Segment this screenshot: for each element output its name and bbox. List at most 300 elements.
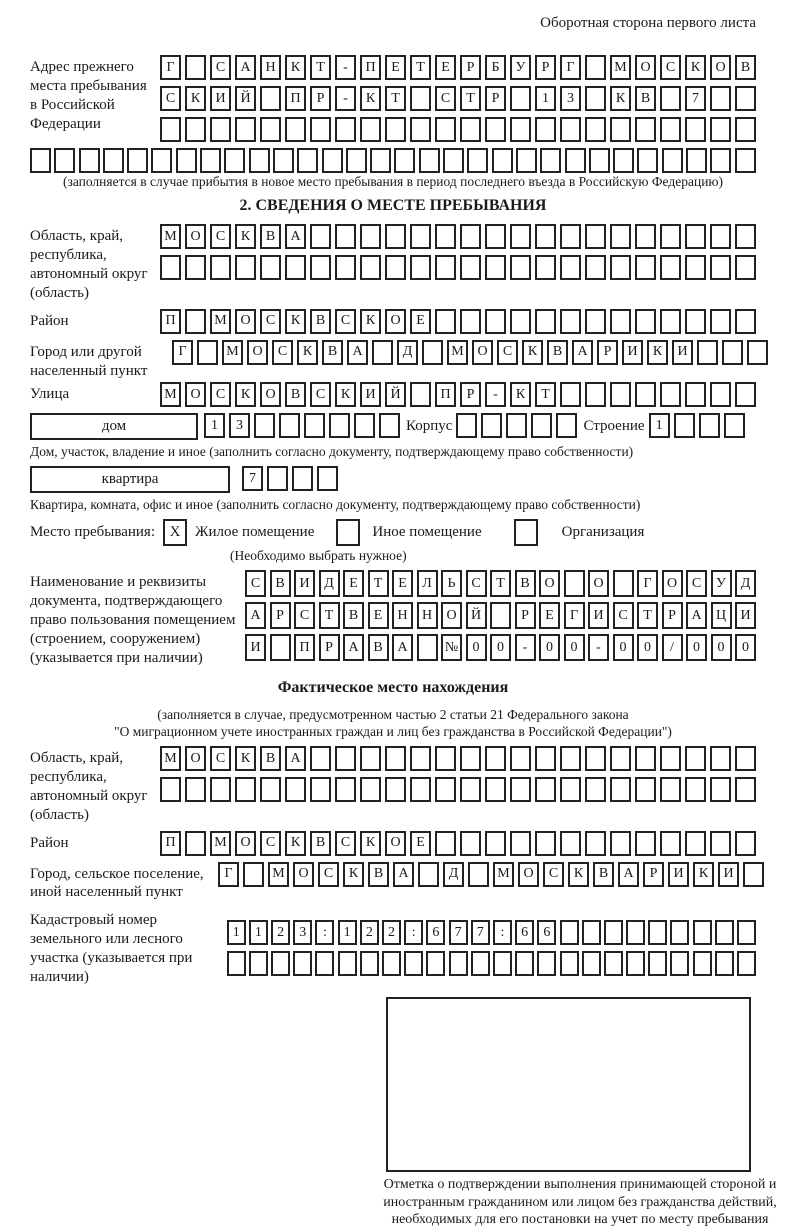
char-cell[interactable] bbox=[560, 746, 581, 771]
char-cell[interactable] bbox=[660, 746, 681, 771]
char-cell[interactable] bbox=[735, 309, 756, 334]
char-cell[interactable] bbox=[260, 255, 281, 280]
char-cell[interactable]: Й bbox=[466, 602, 487, 629]
char-cell[interactable] bbox=[322, 148, 343, 173]
checkbox-organizatsiya[interactable] bbox=[514, 519, 538, 546]
char-cell[interactable]: В bbox=[270, 570, 291, 597]
char-cell[interactable]: О bbox=[588, 570, 609, 597]
char-cell[interactable]: Д bbox=[319, 570, 340, 597]
char-cell[interactable]: Д bbox=[443, 862, 464, 887]
char-cell[interactable] bbox=[460, 746, 481, 771]
char-cell[interactable] bbox=[30, 148, 51, 173]
char-cell[interactable]: Й bbox=[385, 382, 406, 407]
char-cell[interactable] bbox=[715, 951, 734, 976]
char-cell[interactable]: О bbox=[518, 862, 539, 887]
char-cell[interactable] bbox=[747, 340, 768, 365]
char-cell[interactable] bbox=[635, 255, 656, 280]
char-cell[interactable] bbox=[382, 951, 401, 976]
char-cell[interactable] bbox=[197, 340, 218, 365]
char-cell[interactable]: С bbox=[335, 309, 356, 334]
char-cell[interactable] bbox=[648, 951, 667, 976]
char-cell[interactable] bbox=[613, 570, 634, 597]
char-cell[interactable] bbox=[560, 309, 581, 334]
char-cell[interactable]: - bbox=[335, 86, 356, 111]
char-cell[interactable]: О bbox=[539, 570, 560, 597]
char-cell[interactable]: С bbox=[497, 340, 518, 365]
korpus-cells[interactable] bbox=[456, 413, 577, 438]
char-cell[interactable] bbox=[535, 224, 556, 249]
char-cell[interactable]: С bbox=[318, 862, 339, 887]
char-cell[interactable] bbox=[722, 340, 743, 365]
char-cell[interactable] bbox=[160, 777, 181, 802]
char-cell[interactable]: А bbox=[686, 602, 707, 629]
char-cell[interactable] bbox=[735, 86, 756, 111]
char-cell[interactable]: 1 bbox=[249, 920, 268, 945]
char-cell[interactable]: 7 bbox=[685, 86, 706, 111]
char-cell[interactable]: К bbox=[522, 340, 543, 365]
char-cell[interactable]: В bbox=[515, 570, 536, 597]
char-cell[interactable] bbox=[660, 255, 681, 280]
char-cell[interactable]: К bbox=[285, 309, 306, 334]
char-cell[interactable] bbox=[435, 224, 456, 249]
char-cell[interactable] bbox=[560, 951, 579, 976]
char-cell[interactable] bbox=[735, 382, 756, 407]
char-cell[interactable]: Р bbox=[319, 634, 340, 661]
char-cell[interactable]: А bbox=[572, 340, 593, 365]
char-cell[interactable] bbox=[460, 117, 481, 142]
char-cell[interactable]: П bbox=[285, 86, 306, 111]
char-cell[interactable] bbox=[372, 340, 393, 365]
char-cell[interactable] bbox=[435, 746, 456, 771]
char-cell[interactable]: Т bbox=[490, 570, 511, 597]
region-row-1[interactable] bbox=[160, 224, 756, 249]
char-cell[interactable]: М bbox=[160, 746, 181, 771]
char-cell[interactable] bbox=[560, 117, 581, 142]
char-cell[interactable]: И bbox=[210, 86, 231, 111]
char-cell[interactable] bbox=[260, 777, 281, 802]
char-cell[interactable] bbox=[510, 86, 531, 111]
char-cell[interactable] bbox=[176, 148, 197, 173]
document-row-2[interactable] bbox=[245, 602, 756, 629]
char-cell[interactable]: Ц bbox=[711, 602, 732, 629]
char-cell[interactable]: 2 bbox=[360, 920, 379, 945]
char-cell[interactable] bbox=[360, 255, 381, 280]
char-cell[interactable] bbox=[710, 117, 731, 142]
char-cell[interactable] bbox=[686, 148, 707, 173]
char-cell[interactable] bbox=[710, 777, 731, 802]
char-cell[interactable]: А bbox=[393, 862, 414, 887]
char-cell[interactable] bbox=[493, 951, 512, 976]
char-cell[interactable]: О bbox=[385, 831, 406, 856]
char-cell[interactable]: М bbox=[268, 862, 289, 887]
char-cell[interactable] bbox=[510, 255, 531, 280]
char-cell[interactable] bbox=[685, 117, 706, 142]
char-cell[interactable] bbox=[485, 777, 506, 802]
char-cell[interactable] bbox=[267, 466, 288, 491]
char-cell[interactable] bbox=[410, 255, 431, 280]
char-cell[interactable]: С bbox=[210, 746, 231, 771]
char-cell[interactable]: А bbox=[618, 862, 639, 887]
char-cell[interactable]: К bbox=[360, 831, 381, 856]
char-cell[interactable]: И bbox=[718, 862, 739, 887]
char-cell[interactable] bbox=[460, 309, 481, 334]
char-cell[interactable]: О bbox=[185, 382, 206, 407]
char-cell[interactable]: В bbox=[635, 86, 656, 111]
char-cell[interactable] bbox=[249, 951, 268, 976]
char-cell[interactable]: 3 bbox=[229, 413, 250, 438]
char-cell[interactable] bbox=[310, 746, 331, 771]
char-cell[interactable]: И bbox=[672, 340, 693, 365]
char-cell[interactable] bbox=[185, 255, 206, 280]
char-cell[interactable] bbox=[292, 466, 313, 491]
char-cell[interactable] bbox=[610, 224, 631, 249]
apartment-cells[interactable] bbox=[242, 466, 338, 491]
char-cell[interactable] bbox=[329, 413, 350, 438]
char-cell[interactable] bbox=[360, 777, 381, 802]
char-cell[interactable] bbox=[185, 117, 206, 142]
char-cell[interactable]: 1 bbox=[649, 413, 670, 438]
char-cell[interactable] bbox=[660, 382, 681, 407]
char-cell[interactable]: К bbox=[693, 862, 714, 887]
char-cell[interactable] bbox=[385, 746, 406, 771]
char-cell[interactable]: 7 bbox=[449, 920, 468, 945]
char-cell[interactable]: 6 bbox=[515, 920, 534, 945]
char-cell[interactable]: 7 bbox=[471, 920, 490, 945]
char-cell[interactable] bbox=[610, 382, 631, 407]
char-cell[interactable] bbox=[510, 746, 531, 771]
char-cell[interactable] bbox=[565, 148, 586, 173]
char-cell[interactable]: 1 bbox=[204, 413, 225, 438]
char-cell[interactable]: О bbox=[293, 862, 314, 887]
char-cell[interactable]: С bbox=[466, 570, 487, 597]
char-cell[interactable] bbox=[670, 920, 689, 945]
char-cell[interactable]: С bbox=[310, 382, 331, 407]
char-cell[interactable]: : bbox=[493, 920, 512, 945]
char-cell[interactable]: М bbox=[493, 862, 514, 887]
char-cell[interactable] bbox=[540, 148, 561, 173]
char-cell[interactable] bbox=[210, 777, 231, 802]
char-cell[interactable] bbox=[610, 831, 631, 856]
char-cell[interactable] bbox=[224, 148, 245, 173]
char-cell[interactable]: Р bbox=[270, 602, 291, 629]
char-cell[interactable] bbox=[635, 309, 656, 334]
char-cell[interactable] bbox=[685, 224, 706, 249]
char-cell[interactable] bbox=[685, 831, 706, 856]
char-cell[interactable]: Г bbox=[560, 55, 581, 80]
char-cell[interactable]: Р bbox=[460, 382, 481, 407]
char-cell[interactable]: 6 bbox=[426, 920, 445, 945]
char-cell[interactable] bbox=[243, 862, 264, 887]
char-cell[interactable] bbox=[662, 148, 683, 173]
cadastral-row-1[interactable] bbox=[227, 920, 756, 945]
char-cell[interactable]: И bbox=[588, 602, 609, 629]
char-cell[interactable]: И bbox=[668, 862, 689, 887]
char-cell[interactable] bbox=[385, 224, 406, 249]
char-cell[interactable]: О bbox=[662, 570, 683, 597]
char-cell[interactable]: О bbox=[235, 831, 256, 856]
char-cell[interactable]: У bbox=[711, 570, 732, 597]
char-cell[interactable] bbox=[379, 413, 400, 438]
char-cell[interactable] bbox=[610, 746, 631, 771]
char-cell[interactable] bbox=[185, 55, 206, 80]
char-cell[interactable]: Н bbox=[392, 602, 413, 629]
char-cell[interactable]: О bbox=[185, 224, 206, 249]
char-cell[interactable] bbox=[537, 951, 556, 976]
char-cell[interactable] bbox=[610, 117, 631, 142]
char-cell[interactable] bbox=[737, 920, 756, 945]
char-cell[interactable] bbox=[560, 255, 581, 280]
char-cell[interactable]: Р bbox=[485, 86, 506, 111]
char-cell[interactable] bbox=[660, 777, 681, 802]
char-cell[interactable]: И bbox=[294, 570, 315, 597]
char-cell[interactable]: 0 bbox=[686, 634, 707, 661]
char-cell[interactable]: К bbox=[335, 382, 356, 407]
char-cell[interactable]: В bbox=[343, 602, 364, 629]
char-cell[interactable] bbox=[435, 309, 456, 334]
char-cell[interactable] bbox=[490, 602, 511, 629]
char-cell[interactable]: - bbox=[485, 382, 506, 407]
char-cell[interactable] bbox=[410, 224, 431, 249]
char-cell[interactable]: Р bbox=[535, 55, 556, 80]
char-cell[interactable] bbox=[674, 413, 695, 438]
char-cell[interactable] bbox=[310, 255, 331, 280]
char-cell[interactable] bbox=[743, 862, 764, 887]
char-cell[interactable] bbox=[435, 255, 456, 280]
char-cell[interactable] bbox=[200, 148, 221, 173]
char-cell[interactable]: С bbox=[272, 340, 293, 365]
char-cell[interactable]: № bbox=[441, 634, 462, 661]
char-cell[interactable]: С bbox=[210, 224, 231, 249]
char-cell[interactable] bbox=[535, 255, 556, 280]
char-cell[interactable] bbox=[635, 382, 656, 407]
char-cell[interactable]: У bbox=[510, 55, 531, 80]
char-cell[interactable] bbox=[626, 920, 645, 945]
char-cell[interactable] bbox=[585, 382, 606, 407]
char-cell[interactable] bbox=[506, 413, 527, 438]
char-cell[interactable] bbox=[737, 951, 756, 976]
char-cell[interactable]: Ь bbox=[441, 570, 462, 597]
char-cell[interactable] bbox=[582, 920, 601, 945]
char-cell[interactable]: К bbox=[235, 224, 256, 249]
checkbox-inoe-pomeshchenie[interactable] bbox=[336, 519, 360, 546]
char-cell[interactable] bbox=[285, 777, 306, 802]
char-cell[interactable]: Д bbox=[735, 570, 756, 597]
char-cell[interactable] bbox=[360, 951, 379, 976]
char-cell[interactable] bbox=[660, 117, 681, 142]
char-cell[interactable] bbox=[685, 309, 706, 334]
actual-district-cells[interactable] bbox=[160, 831, 756, 856]
char-cell[interactable]: О bbox=[385, 309, 406, 334]
char-cell[interactable]: 0 bbox=[613, 634, 634, 661]
char-cell[interactable] bbox=[419, 148, 440, 173]
char-cell[interactable] bbox=[346, 148, 367, 173]
char-cell[interactable] bbox=[127, 148, 148, 173]
char-cell[interactable]: А bbox=[235, 55, 256, 80]
char-cell[interactable]: Д bbox=[397, 340, 418, 365]
char-cell[interactable] bbox=[410, 382, 431, 407]
char-cell[interactable]: Т bbox=[410, 55, 431, 80]
char-cell[interactable] bbox=[635, 831, 656, 856]
char-cell[interactable] bbox=[54, 148, 75, 173]
char-cell[interactable] bbox=[585, 55, 606, 80]
char-cell[interactable] bbox=[510, 831, 531, 856]
char-cell[interactable] bbox=[460, 831, 481, 856]
char-cell[interactable]: 7 bbox=[242, 466, 263, 491]
char-cell[interactable] bbox=[335, 777, 356, 802]
char-cell[interactable]: 1 bbox=[227, 920, 246, 945]
char-cell[interactable]: : bbox=[404, 920, 423, 945]
char-cell[interactable] bbox=[304, 413, 325, 438]
char-cell[interactable]: И bbox=[622, 340, 643, 365]
char-cell[interactable] bbox=[335, 117, 356, 142]
char-cell[interactable]: К bbox=[610, 86, 631, 111]
char-cell[interactable] bbox=[710, 382, 731, 407]
house-cells[interactable] bbox=[204, 413, 400, 438]
char-cell[interactable] bbox=[335, 255, 356, 280]
char-cell[interactable] bbox=[670, 951, 689, 976]
char-cell[interactable] bbox=[693, 951, 712, 976]
char-cell[interactable] bbox=[426, 951, 445, 976]
char-cell[interactable]: 6 bbox=[537, 920, 556, 945]
char-cell[interactable] bbox=[417, 634, 438, 661]
char-cell[interactable]: С bbox=[435, 86, 456, 111]
char-cell[interactable]: В bbox=[368, 862, 389, 887]
char-cell[interactable] bbox=[685, 777, 706, 802]
char-cell[interactable]: В bbox=[310, 309, 331, 334]
char-cell[interactable] bbox=[404, 951, 423, 976]
char-cell[interactable] bbox=[460, 224, 481, 249]
char-cell[interactable] bbox=[626, 951, 645, 976]
char-cell[interactable]: С bbox=[210, 382, 231, 407]
char-cell[interactable]: 0 bbox=[637, 634, 658, 661]
char-cell[interactable]: 0 bbox=[564, 634, 585, 661]
char-cell[interactable]: П bbox=[160, 309, 181, 334]
char-cell[interactable]: - bbox=[588, 634, 609, 661]
char-cell[interactable]: 3 bbox=[293, 920, 312, 945]
char-cell[interactable]: 0 bbox=[711, 634, 732, 661]
char-cell[interactable] bbox=[410, 117, 431, 142]
char-cell[interactable]: С bbox=[686, 570, 707, 597]
char-cell[interactable]: С bbox=[543, 862, 564, 887]
char-cell[interactable] bbox=[297, 148, 318, 173]
char-cell[interactable] bbox=[710, 309, 731, 334]
char-cell[interactable]: С bbox=[294, 602, 315, 629]
char-cell[interactable]: Е bbox=[410, 831, 431, 856]
char-cell[interactable] bbox=[435, 777, 456, 802]
char-cell[interactable] bbox=[410, 86, 431, 111]
char-cell[interactable] bbox=[510, 777, 531, 802]
char-cell[interactable]: М bbox=[222, 340, 243, 365]
char-cell[interactable] bbox=[235, 255, 256, 280]
region-row-2[interactable] bbox=[160, 255, 756, 280]
char-cell[interactable]: А bbox=[392, 634, 413, 661]
document-row-1[interactable] bbox=[245, 570, 756, 597]
char-cell[interactable]: Р bbox=[515, 602, 536, 629]
char-cell[interactable]: Н bbox=[417, 602, 438, 629]
char-cell[interactable] bbox=[210, 117, 231, 142]
char-cell[interactable]: Н bbox=[260, 55, 281, 80]
char-cell[interactable] bbox=[610, 309, 631, 334]
char-cell[interactable]: 0 bbox=[539, 634, 560, 661]
char-cell[interactable] bbox=[715, 920, 734, 945]
char-cell[interactable]: Р bbox=[310, 86, 331, 111]
char-cell[interactable] bbox=[585, 117, 606, 142]
char-cell[interactable] bbox=[635, 117, 656, 142]
char-cell[interactable]: А bbox=[285, 224, 306, 249]
char-cell[interactable]: К bbox=[235, 382, 256, 407]
char-cell[interactable]: М bbox=[210, 831, 231, 856]
char-cell[interactable] bbox=[335, 746, 356, 771]
char-cell[interactable]: : bbox=[315, 920, 334, 945]
char-cell[interactable] bbox=[385, 777, 406, 802]
char-cell[interactable] bbox=[635, 746, 656, 771]
char-cell[interactable] bbox=[735, 255, 756, 280]
house-box[interactable]: дом bbox=[30, 413, 198, 440]
char-cell[interactable]: Е bbox=[368, 602, 389, 629]
char-cell[interactable]: Е bbox=[392, 570, 413, 597]
char-cell[interactable]: С bbox=[160, 86, 181, 111]
char-cell[interactable] bbox=[293, 951, 312, 976]
char-cell[interactable] bbox=[610, 255, 631, 280]
char-cell[interactable]: П bbox=[294, 634, 315, 661]
char-cell[interactable]: О bbox=[472, 340, 493, 365]
char-cell[interactable] bbox=[443, 148, 464, 173]
char-cell[interactable]: К bbox=[360, 309, 381, 334]
char-cell[interactable]: Г bbox=[218, 862, 239, 887]
char-cell[interactable]: К bbox=[568, 862, 589, 887]
char-cell[interactable]: О bbox=[635, 55, 656, 80]
char-cell[interactable] bbox=[589, 148, 610, 173]
char-cell[interactable] bbox=[531, 413, 552, 438]
char-cell[interactable] bbox=[510, 224, 531, 249]
char-cell[interactable]: / bbox=[662, 634, 683, 661]
char-cell[interactable]: Е bbox=[435, 55, 456, 80]
char-cell[interactable]: В bbox=[260, 224, 281, 249]
char-cell[interactable] bbox=[485, 224, 506, 249]
char-cell[interactable] bbox=[249, 148, 270, 173]
char-cell[interactable]: Т bbox=[385, 86, 406, 111]
char-cell[interactable] bbox=[556, 413, 577, 438]
char-cell[interactable] bbox=[79, 148, 100, 173]
char-cell[interactable] bbox=[260, 86, 281, 111]
char-cell[interactable]: Г bbox=[172, 340, 193, 365]
char-cell[interactable] bbox=[335, 224, 356, 249]
char-cell[interactable] bbox=[422, 340, 443, 365]
apartment-box[interactable]: квартира bbox=[30, 466, 230, 493]
char-cell[interactable]: Т bbox=[460, 86, 481, 111]
char-cell[interactable]: Т bbox=[637, 602, 658, 629]
char-cell[interactable] bbox=[467, 148, 488, 173]
char-cell[interactable]: К bbox=[285, 831, 306, 856]
char-cell[interactable] bbox=[710, 831, 731, 856]
char-cell[interactable]: Р bbox=[662, 602, 683, 629]
document-row-3[interactable] bbox=[245, 634, 756, 661]
char-cell[interactable] bbox=[710, 746, 731, 771]
char-cell[interactable]: Р bbox=[643, 862, 664, 887]
char-cell[interactable] bbox=[394, 148, 415, 173]
char-cell[interactable] bbox=[560, 777, 581, 802]
char-cell[interactable]: П bbox=[360, 55, 381, 80]
char-cell[interactable] bbox=[660, 224, 681, 249]
char-cell[interactable]: 1 bbox=[338, 920, 357, 945]
char-cell[interactable] bbox=[585, 255, 606, 280]
char-cell[interactable] bbox=[370, 148, 391, 173]
char-cell[interactable] bbox=[279, 413, 300, 438]
char-cell[interactable]: - bbox=[515, 634, 536, 661]
char-cell[interactable] bbox=[604, 920, 623, 945]
char-cell[interactable]: И bbox=[245, 634, 266, 661]
char-cell[interactable]: К bbox=[285, 55, 306, 80]
